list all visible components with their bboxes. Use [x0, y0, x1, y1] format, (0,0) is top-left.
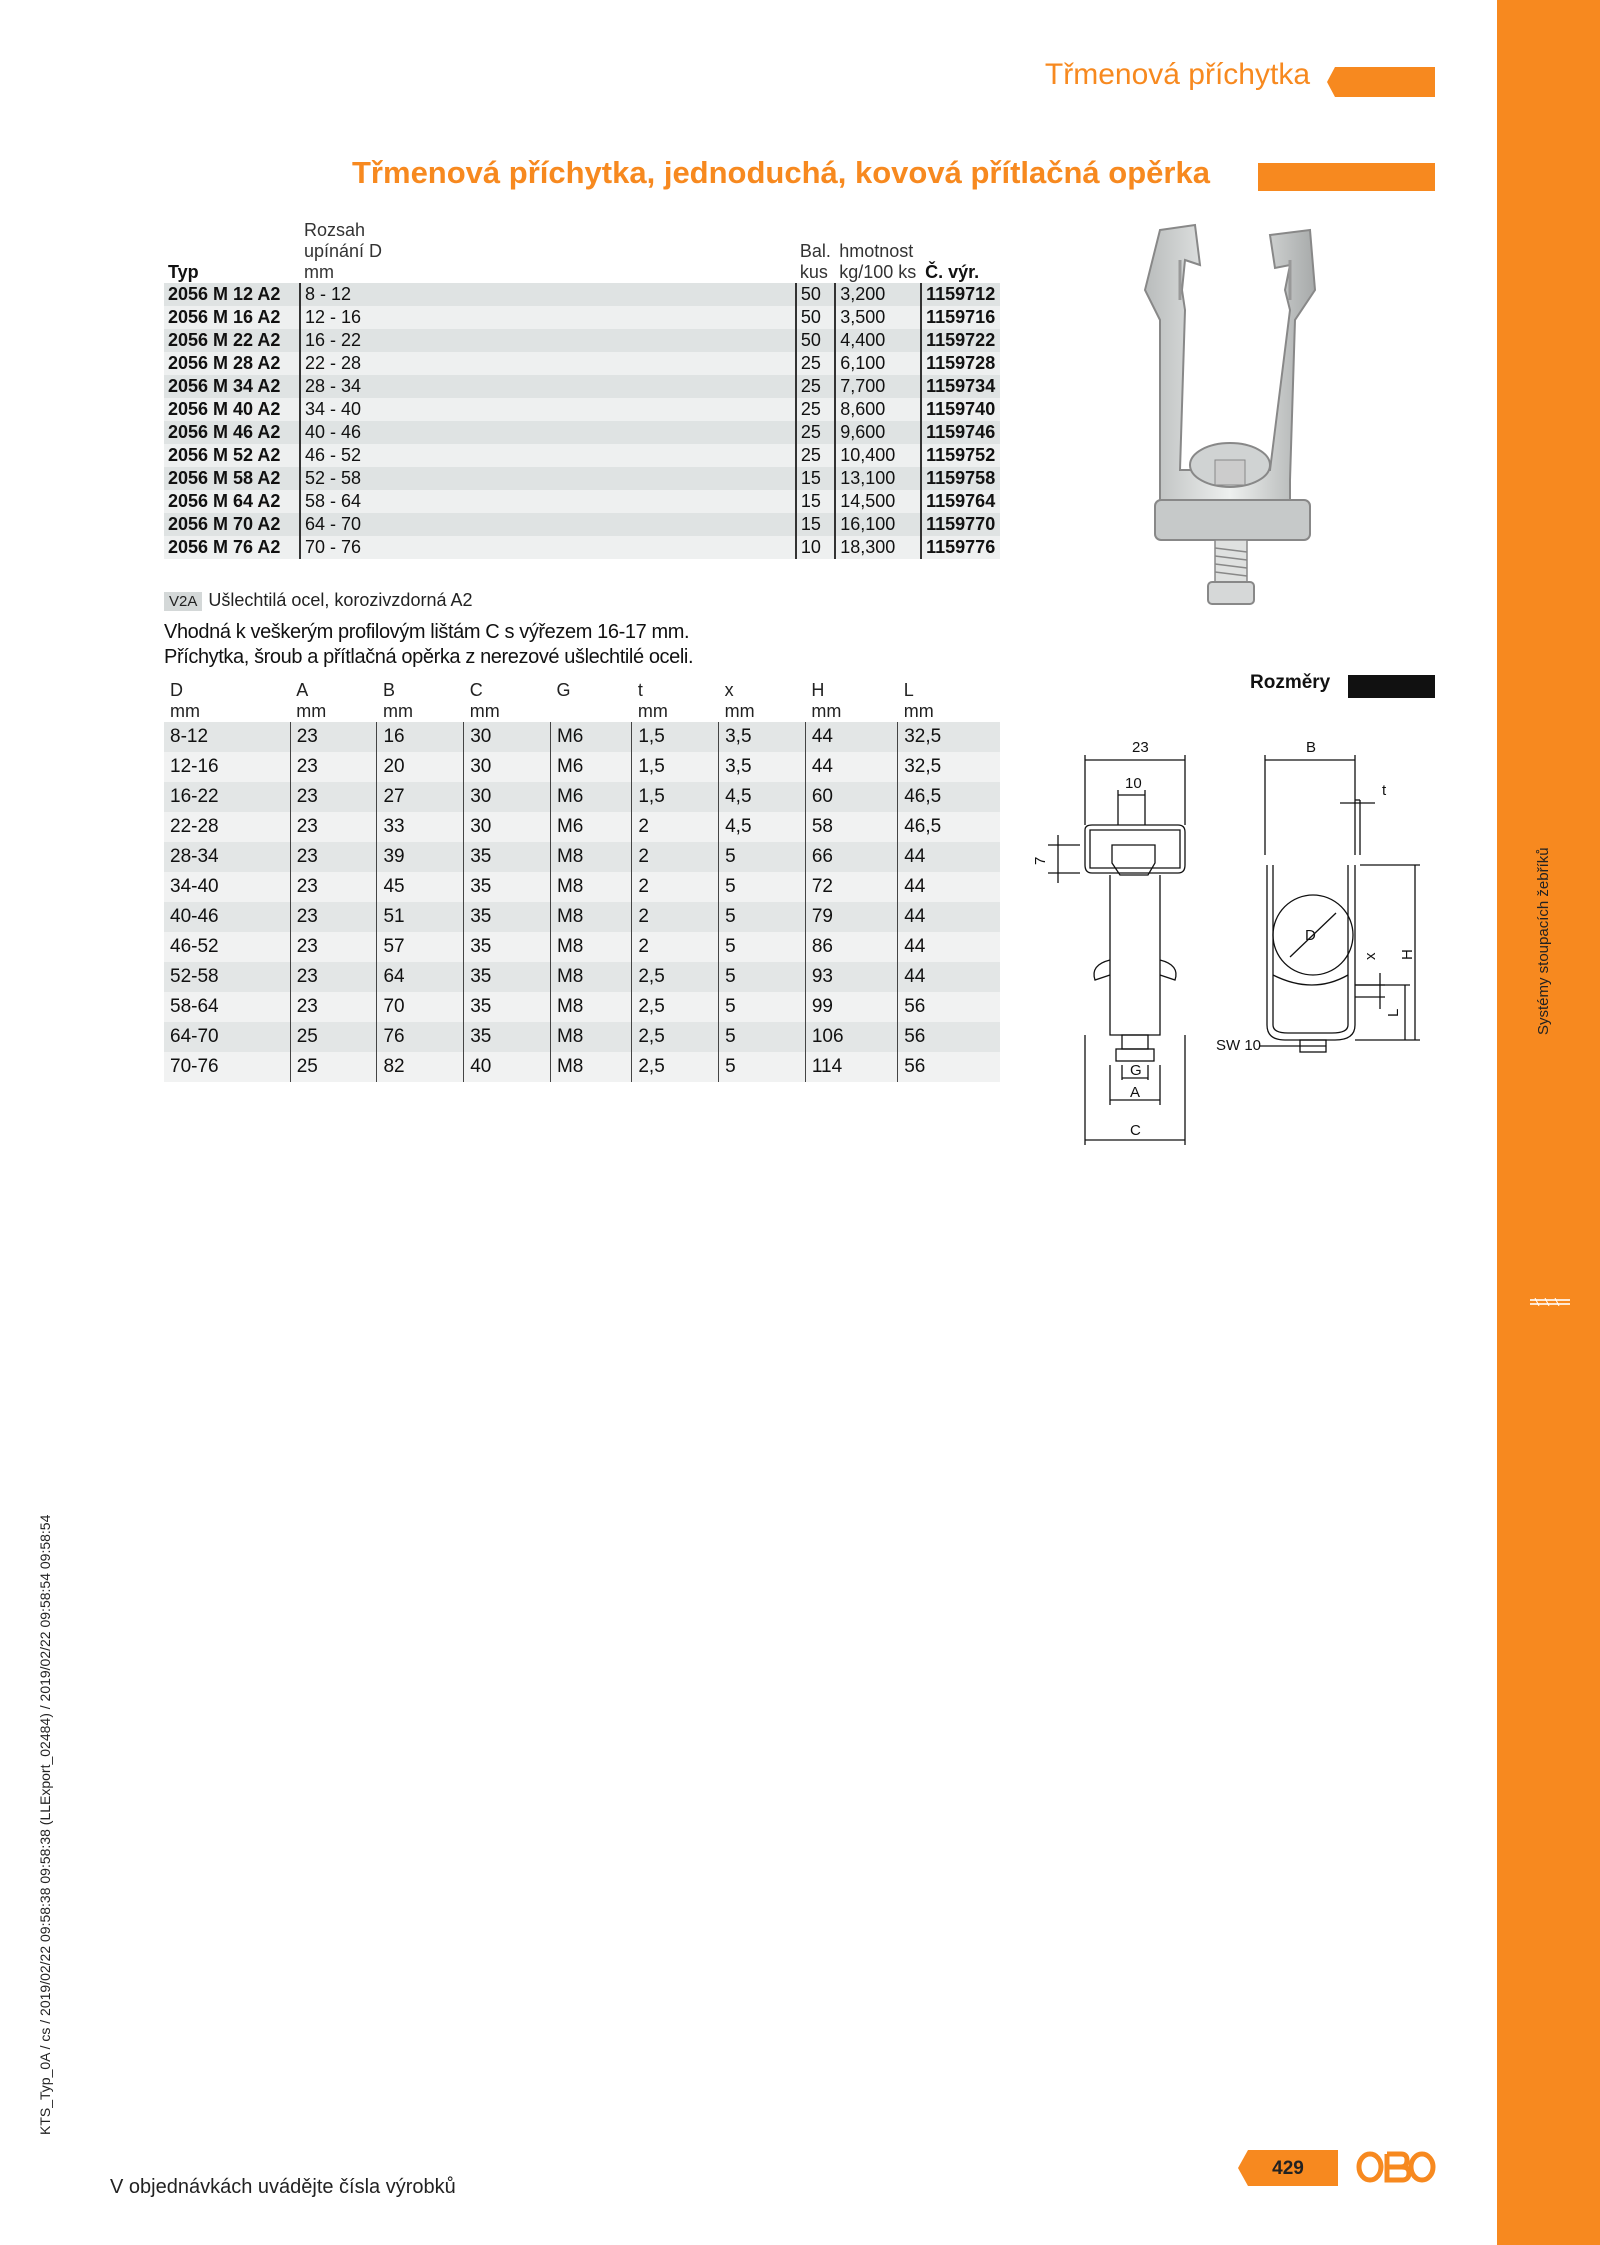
dimension-cell: M8: [550, 962, 631, 992]
dimension-cell: 16: [377, 722, 464, 752]
pack-qty: 25: [796, 375, 835, 398]
clamp-range: 12 - 16: [300, 306, 387, 329]
dimension-cell: 44: [805, 752, 897, 782]
dimension-cell: M8: [550, 1022, 631, 1052]
article-number: 1159758: [921, 467, 1000, 490]
product-type: 2056 M 16 A2: [164, 306, 300, 329]
svg-text:7: 7: [1032, 856, 1049, 865]
product-row: [164, 306, 1000, 329]
dimension-cell: M8: [550, 872, 631, 902]
weight: 7,700: [835, 375, 921, 398]
dim-header: L: [903, 680, 914, 700]
pack-qty: 10: [796, 536, 835, 559]
dim-unit: mm: [170, 701, 200, 721]
dimension-row: [164, 842, 1000, 872]
dimensions-label: Rozměry: [1250, 672, 1331, 693]
dimension-cell: 30: [464, 722, 551, 752]
product-type: 2056 M 76 A2: [164, 536, 300, 559]
pack-qty: 50: [796, 329, 835, 352]
dimension-cell: 1,5: [632, 752, 719, 782]
dimension-cell: 5: [719, 932, 806, 962]
product-type: 2056 M 28 A2: [164, 352, 300, 375]
dimension-cell: 2: [632, 902, 719, 932]
product-table: [164, 220, 1000, 559]
dim-unit: mm: [469, 701, 500, 721]
product-row: [164, 444, 1000, 467]
dimension-cell: 2,5: [632, 962, 719, 992]
dimension-cell: M8: [550, 902, 631, 932]
dim-header: A: [296, 680, 309, 700]
svg-text:H: H: [1399, 949, 1416, 960]
dimension-cell: 44: [805, 722, 897, 752]
dimension-row: [164, 962, 1000, 992]
clamp-range: 8 - 12: [300, 283, 387, 306]
dim-unit: mm: [296, 701, 327, 721]
dimension-cell: 23: [290, 902, 377, 932]
header-tab-marker: [1327, 67, 1435, 97]
print-metadata: KTS_Typ_0A / cs / 2019/02/22 09:58:38 09:58:38 (LLExport_02484) / 2019/02/22 09:58:54 09:58:54: [37, 1514, 53, 2135]
dimension-cell: 5: [719, 1022, 806, 1052]
dimension-cell: 106: [805, 1022, 897, 1052]
spacer: [387, 421, 796, 444]
dimension-cell: 32,5: [898, 752, 1000, 782]
dimension-cell: 33: [377, 812, 464, 842]
dimension-row: [164, 812, 1000, 842]
dimension-cell: 22-28: [164, 812, 290, 842]
dimension-cell: 30: [464, 752, 551, 782]
dim-unit: mm: [811, 701, 842, 721]
description-line-2: Příchytka, šroub a přítlačná opěrka z nerezové ušlechtilé oceli.: [164, 646, 694, 668]
dimension-cell: 5: [719, 992, 806, 1022]
clamp-range: 40 - 46: [300, 421, 387, 444]
svg-text:23: 23: [1132, 739, 1149, 756]
dimension-cell: M8: [550, 1052, 631, 1082]
dimension-cell: 23: [290, 872, 377, 902]
clamp-range: 46 - 52: [300, 444, 387, 467]
svg-text:D: D: [1305, 927, 1316, 944]
weight: 14,500: [835, 490, 921, 513]
article-number: 1159770: [921, 513, 1000, 536]
dimension-cell: 46,5: [898, 812, 1000, 842]
dimension-cell: 45: [377, 872, 464, 902]
dimension-cell: 30: [464, 782, 551, 812]
article-number: 1159716: [921, 306, 1000, 329]
article-number: 1159728: [921, 352, 1000, 375]
svg-text:t: t: [1382, 782, 1387, 799]
dimension-cell: M6: [550, 782, 631, 812]
dimension-row: [164, 782, 1000, 812]
article-number: 1159764: [921, 490, 1000, 513]
article-number: 1159712: [921, 283, 1000, 306]
dimension-cell: 2,5: [632, 1052, 719, 1082]
col-typ: Typ: [168, 262, 199, 282]
dim-unit: mm: [903, 701, 934, 721]
dimension-cell: 70-76: [164, 1052, 290, 1082]
article-number: 1159740: [921, 398, 1000, 421]
clamp-range: 64 - 70: [300, 513, 387, 536]
product-type: 2056 M 34 A2: [164, 375, 300, 398]
dimension-cell: 4,5: [719, 782, 806, 812]
weight: 3,200: [835, 283, 921, 306]
article-number: 1159722: [921, 329, 1000, 352]
dimension-cell: M8: [550, 932, 631, 962]
dimension-cell: 58: [805, 812, 897, 842]
dimension-cell: M8: [550, 842, 631, 872]
dimensions-bar: [1348, 675, 1435, 698]
page-number: 429: [1272, 2158, 1304, 2179]
product-row: [164, 375, 1000, 398]
dimension-cell: 20: [377, 752, 464, 782]
dimension-cell: 114: [805, 1052, 897, 1082]
dimension-cell: 56: [898, 1052, 1000, 1082]
weight: 10,400: [835, 444, 921, 467]
dimension-row: [164, 872, 1000, 902]
spacer: [387, 398, 796, 421]
page-title: Třmenová příchytka, jednoduchá, kovová přítlačná opěrka: [352, 155, 1210, 190]
dimension-cell: 35: [464, 962, 551, 992]
spacer: [387, 306, 796, 329]
article-number: 1159776: [921, 536, 1000, 559]
product-row: [164, 490, 1000, 513]
svg-text:B: B: [1306, 739, 1317, 756]
dimension-cell: 99: [805, 992, 897, 1022]
clamp-range: 70 - 76: [300, 536, 387, 559]
dimension-cell: M6: [550, 752, 631, 782]
spacer: [387, 467, 796, 490]
product-type: 2056 M 22 A2: [164, 329, 300, 352]
weight: 16,100: [835, 513, 921, 536]
clamp-range: 22 - 28: [300, 352, 387, 375]
pack-qty: 15: [796, 490, 835, 513]
svg-text:A: A: [1130, 1084, 1141, 1101]
article-number: 1159752: [921, 444, 1000, 467]
product-type: 2056 M 58 A2: [164, 467, 300, 490]
dimension-cell: 5: [719, 1052, 806, 1082]
dimension-cell: 76: [377, 1022, 464, 1052]
col-article: Č. výr.: [925, 262, 980, 282]
material-note: [164, 590, 473, 611]
dimension-cell: 46,5: [898, 782, 1000, 812]
dimension-cell: 44: [898, 842, 1000, 872]
dimension-cell: 2,5: [632, 1022, 719, 1052]
weight: 8,600: [835, 398, 921, 421]
dimension-cell: 46-52: [164, 932, 290, 962]
spacer: [387, 329, 796, 352]
dimension-cell: 39: [377, 842, 464, 872]
dimension-cell: 60: [805, 782, 897, 812]
dimension-cell: 25: [290, 1052, 377, 1082]
product-type: 2056 M 40 A2: [164, 398, 300, 421]
dimension-cell: 34-40: [164, 872, 290, 902]
footer-note: V objednávkách uvádějte čísla výrobků: [110, 2176, 456, 2198]
weight: 18,300: [835, 536, 921, 559]
dimension-cell: 44: [898, 902, 1000, 932]
product-description: [164, 620, 693, 670]
dimension-cell: M6: [550, 812, 631, 842]
dimension-cell: 35: [464, 992, 551, 1022]
col-range: Rozsah upínání D mm: [304, 220, 383, 282]
dim-header: C: [469, 680, 483, 700]
weight: 4,400: [835, 329, 921, 352]
dimension-cell: 57: [377, 932, 464, 962]
dimension-cell: 35: [464, 1022, 551, 1052]
clamp-range: 58 - 64: [300, 490, 387, 513]
dim-header: t: [637, 680, 643, 700]
dimension-cell: 23: [290, 962, 377, 992]
svg-text:10: 10: [1125, 775, 1142, 792]
material-badge: V2A: [164, 592, 202, 611]
dimension-cell: 5: [719, 902, 806, 932]
product-type: 2056 M 12 A2: [164, 283, 300, 306]
dim-header: x: [724, 680, 734, 700]
product-type: 2056 M 64 A2: [164, 490, 300, 513]
dimension-cell: 23: [290, 842, 377, 872]
dimension-diagram: [1030, 735, 1450, 1145]
dimension-cell: M6: [550, 722, 631, 752]
pack-qty: 15: [796, 513, 835, 536]
dimension-cell: 64: [377, 962, 464, 992]
dimension-cell: 44: [898, 872, 1000, 902]
obo-logo: [1356, 2149, 1436, 2185]
pack-qty: 50: [796, 306, 835, 329]
weight: 13,100: [835, 467, 921, 490]
dimension-row: [164, 722, 1000, 752]
dimension-cell: 8-12: [164, 722, 290, 752]
product-row: [164, 536, 1000, 559]
svg-text:L: L: [1385, 1008, 1402, 1017]
section-title: Třmenová příchytka: [1044, 58, 1310, 91]
dimension-cell: 2,5: [632, 992, 719, 1022]
dimension-cell: 23: [290, 812, 377, 842]
clamp-range: 28 - 34: [300, 375, 387, 398]
svg-text:C: C: [1130, 1122, 1141, 1139]
svg-text:SW 10: SW 10: [1216, 1037, 1262, 1054]
dimension-cell: 3,5: [719, 752, 806, 782]
dimension-cell: 86: [805, 932, 897, 962]
dimension-row: [164, 1022, 1000, 1052]
dimension-table: [164, 680, 1000, 1082]
dimension-row: [164, 992, 1000, 1022]
pack-qty: 25: [796, 444, 835, 467]
dimension-row: [164, 932, 1000, 962]
svg-text:x: x: [1362, 952, 1379, 960]
dimension-cell: 1,5: [632, 782, 719, 812]
dimension-cell: 4,5: [719, 812, 806, 842]
article-number: 1159734: [921, 375, 1000, 398]
dimension-cell: 1,5: [632, 722, 719, 752]
dim-header: H: [811, 680, 825, 700]
dimension-cell: 35: [464, 842, 551, 872]
dimension-cell: 27: [377, 782, 464, 812]
dimension-cell: 2: [632, 932, 719, 962]
spacer: [387, 375, 796, 398]
dimension-cell: 58-64: [164, 992, 290, 1022]
col-weight: hmotnost kg/100 ks: [839, 241, 917, 282]
dimension-cell: 5: [719, 872, 806, 902]
dimension-row: [164, 902, 1000, 932]
dimension-cell: 70: [377, 992, 464, 1022]
dimension-cell: 66: [805, 842, 897, 872]
spacer: [387, 490, 796, 513]
product-row: [164, 421, 1000, 444]
dimension-cell: 2: [632, 842, 719, 872]
dimension-cell: 5: [719, 842, 806, 872]
dimension-cell: 44: [898, 962, 1000, 992]
dim-unit: mm: [724, 701, 755, 721]
product-type: 2056 M 52 A2: [164, 444, 300, 467]
dimension-cell: 82: [377, 1052, 464, 1082]
pack-qty: 25: [796, 398, 835, 421]
product-row: [164, 398, 1000, 421]
dimension-cell: 40-46: [164, 902, 290, 932]
dim-header: G: [556, 680, 571, 700]
dimension-cell: 72: [805, 872, 897, 902]
dimension-cell: 30: [464, 812, 551, 842]
pack-qty: 25: [796, 421, 835, 444]
dimension-cell: 28-34: [164, 842, 290, 872]
dimension-cell: 56: [898, 1022, 1000, 1052]
dimension-cell: 2: [632, 872, 719, 902]
dimension-cell: 5: [719, 962, 806, 992]
sidebar-label: Systémy stoupacích žebříků: [1535, 847, 1552, 1035]
dim-unit: mm: [637, 701, 668, 721]
dimension-cell: 56: [898, 992, 1000, 1022]
product-type: 2056 M 46 A2: [164, 421, 300, 444]
spacer: [387, 283, 796, 306]
dimension-cell: 64-70: [164, 1022, 290, 1052]
dimension-cell: 44: [898, 932, 1000, 962]
clamp-range: 52 - 58: [300, 467, 387, 490]
dimension-cell: 35: [464, 932, 551, 962]
dimension-row: [164, 752, 1000, 782]
spacer: [387, 352, 796, 375]
dimension-cell: 25: [290, 1022, 377, 1052]
dimension-cell: 23: [290, 722, 377, 752]
dimension-cell: 23: [290, 782, 377, 812]
dimension-cell: 51: [377, 902, 464, 932]
dimension-cell: 35: [464, 902, 551, 932]
dimension-cell: 12-16: [164, 752, 290, 782]
dimension-row: [164, 1052, 1000, 1082]
dimension-cell: 93: [805, 962, 897, 992]
product-image: [1140, 220, 1340, 610]
dimension-cell: 32,5: [898, 722, 1000, 752]
product-row: [164, 329, 1000, 352]
spacer: [387, 536, 796, 559]
dimension-cell: M8: [550, 992, 631, 1022]
clamp-range: 16 - 22: [300, 329, 387, 352]
dimension-cell: 79: [805, 902, 897, 932]
orange-sidebar: [1497, 0, 1600, 2245]
clamp-range: 34 - 40: [300, 398, 387, 421]
pack-qty: 15: [796, 467, 835, 490]
weight: 3,500: [835, 306, 921, 329]
product-row: [164, 352, 1000, 375]
pack-qty: 25: [796, 352, 835, 375]
dimension-cell: 40: [464, 1052, 551, 1082]
ladder-icon: [1530, 1298, 1570, 1306]
spacer: [387, 513, 796, 536]
product-row: [164, 513, 1000, 536]
svg-text:G: G: [1130, 1062, 1142, 1079]
dimension-cell: 2: [632, 812, 719, 842]
spacer: [387, 444, 796, 467]
product-row: [164, 283, 1000, 306]
article-number: 1159746: [921, 421, 1000, 444]
dimension-cell: 35: [464, 872, 551, 902]
dimension-cell: 52-58: [164, 962, 290, 992]
dimension-cell: 3,5: [719, 722, 806, 752]
product-type: 2056 M 70 A2: [164, 513, 300, 536]
dimension-cell: 16-22: [164, 782, 290, 812]
dimension-cell: 23: [290, 752, 377, 782]
dimension-cell: 23: [290, 992, 377, 1022]
product-row: [164, 467, 1000, 490]
col-pack: Bal. kus: [799, 241, 831, 282]
dimension-cell: 23: [290, 932, 377, 962]
dim-header: D: [170, 680, 183, 700]
dim-unit: mm: [382, 701, 413, 721]
weight: 9,600: [835, 421, 921, 444]
description-line-1: Vhodná k veškerým profilovým lištám C s výřezem 16-17 mm.: [164, 621, 690, 643]
material-text: Ušlechtilá ocel, korozivzdorná A2: [208, 590, 473, 610]
title-accent-bar: [1258, 163, 1435, 191]
weight: 6,100: [835, 352, 921, 375]
pack-qty: 50: [796, 283, 835, 306]
dim-unit: [550, 701, 631, 722]
dim-header: B: [382, 680, 395, 700]
